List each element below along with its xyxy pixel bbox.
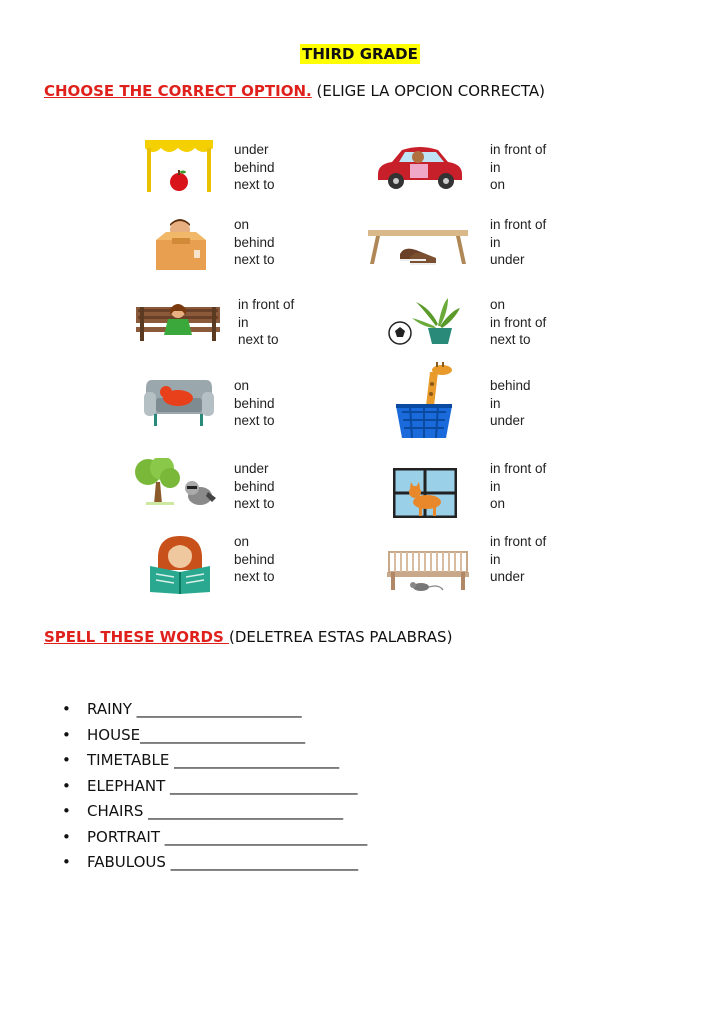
option-text[interactable]: next to [234, 413, 275, 428]
cat-on-armchair-icon [142, 376, 216, 428]
option-text[interactable]: in [238, 314, 249, 330]
list-item[interactable] [62, 850, 367, 876]
option-text[interactable]: next to [490, 332, 531, 347]
list-item[interactable] [62, 748, 367, 774]
spell-word: ELEPHANT _________________________ [87, 776, 358, 795]
bullet: • [62, 700, 71, 718]
page-title [0, 44, 720, 63]
option-text[interactable]: on [234, 378, 250, 393]
list-item[interactable] [62, 697, 367, 723]
list-item[interactable] [62, 723, 367, 749]
girl-on-bench-icon [134, 303, 222, 343]
option-text[interactable]: on [490, 177, 506, 192]
section1-heading [44, 82, 545, 100]
option-text[interactable]: next to [234, 177, 275, 192]
bullet: • [62, 776, 71, 795]
girl-behind-book-icon [148, 534, 212, 594]
option-text[interactable]: on [234, 534, 250, 549]
option-text[interactable]: behind [234, 478, 275, 494]
list-item[interactable] [62, 799, 367, 825]
girl-in-car-icon [372, 144, 467, 190]
spell-word: HOUSE______________________ [87, 725, 306, 744]
spell-word: FABULOUS _________________________ [87, 853, 359, 871]
list-item[interactable] [62, 825, 367, 851]
option-text[interactable]: behind [234, 551, 275, 567]
boy-in-box-icon [152, 216, 210, 272]
spell-word: PORTRAIT ___________________________ [87, 827, 368, 846]
bullet: • [62, 827, 71, 846]
section2-heading-en: SPELL THESE WORDS [44, 628, 230, 646]
option-text[interactable]: in front of [490, 461, 547, 476]
spell-word: CHAIRS __________________________ [87, 802, 344, 820]
option-text[interactable]: next to [234, 496, 275, 511]
bullet: • [62, 725, 71, 744]
section2-heading-es: (DELETREA ESTAS PALABRAS) [229, 628, 453, 646]
option-text[interactable]: in [490, 395, 501, 411]
spelling-list [62, 697, 367, 876]
mouse-under-bench-icon [385, 550, 471, 596]
bullet: • [62, 751, 71, 769]
section1-heading-es: (ELIGE LA OPCION CORRECTA) [311, 82, 545, 100]
option-text[interactable]: behind [234, 234, 275, 250]
shoes-under-table-icon [366, 228, 470, 266]
bullet: • [62, 853, 71, 871]
section1-heading-en: CHOOSE THE CORRECT OPTION. [44, 82, 312, 100]
cat-in-window-icon [393, 468, 457, 518]
option-text[interactable]: behind [234, 159, 275, 175]
raccoon-next-to-tree-icon [132, 458, 216, 508]
option-text[interactable]: next to [234, 252, 275, 267]
option-text[interactable]: behind [234, 395, 275, 411]
option-text[interactable]: on [490, 496, 506, 511]
option-text[interactable]: in front of [490, 314, 547, 330]
option-text[interactable]: in [490, 478, 501, 494]
spell-word: RAINY ______________________ [87, 700, 302, 718]
section2-heading [44, 628, 452, 646]
option-text[interactable]: in [490, 159, 501, 175]
option-text[interactable]: on [234, 217, 250, 232]
list-item[interactable] [62, 774, 367, 800]
giraffe-in-basket-icon [392, 362, 456, 440]
option-text[interactable]: in front of [490, 534, 547, 549]
option-text[interactable]: next to [238, 332, 279, 347]
bullet: • [62, 802, 71, 820]
option-text[interactable]: in front of [490, 217, 547, 232]
option-text[interactable]: behind [490, 378, 531, 393]
option-text[interactable]: under [490, 569, 525, 584]
option-text[interactable]: under [490, 413, 525, 428]
apple-under-tent-icon [143, 138, 215, 193]
option-text[interactable]: in front of [490, 142, 547, 157]
ball-next-to-plant-icon [386, 296, 462, 346]
option-text[interactable]: in front of [238, 297, 295, 312]
spell-word: TIMETABLE ______________________ [87, 751, 340, 769]
option-text[interactable]: next to [234, 569, 275, 584]
option-text[interactable]: under [234, 142, 269, 157]
option-text[interactable]: under [490, 252, 525, 267]
option-text[interactable]: in [490, 551, 501, 567]
option-text[interactable]: under [234, 461, 269, 476]
option-text[interactable]: in [490, 234, 501, 250]
page-title-text: THIRD GRADE [302, 45, 418, 63]
option-text[interactable]: on [490, 297, 506, 312]
